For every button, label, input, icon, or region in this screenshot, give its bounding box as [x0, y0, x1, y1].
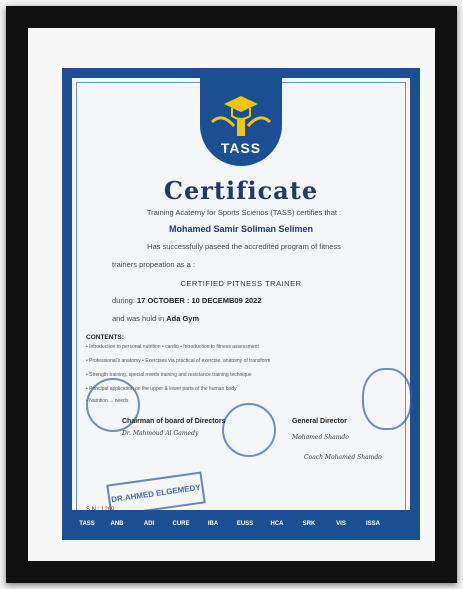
director-printed-name: Coach Mohamed Shamdo [304, 454, 382, 461]
intro-text: Training Acaterny for Sports Scienos (TASS) certifies that : [146, 208, 342, 217]
tass-logo-badge [200, 78, 282, 166]
accreditation-footer [62, 510, 420, 540]
partner-logo: ISSA [365, 521, 380, 527]
passed-line-1: Has successfully paseed the accredited program of fitness [147, 242, 341, 251]
doctor-rectangle-stamp: DR.AHMED ELGEMEDY [106, 471, 206, 516]
partner-logo: SRK [302, 521, 316, 527]
director-signature: Mohamed Shamdo [292, 434, 349, 441]
frame-mat [28, 28, 435, 561]
passed-line-2: trainers propeation as a : [112, 260, 195, 269]
held-label: and was huld in [112, 314, 165, 323]
held-place: Ada Gym [166, 314, 200, 323]
partner-logo: VIS [336, 521, 346, 527]
partner-logo: IBA [207, 521, 219, 527]
partner-logo: TASS [79, 521, 95, 527]
graduation-cap-icon [200, 82, 282, 142]
program-title: CERTIFIED PITNESS TRAINER [180, 279, 302, 288]
partner-logo: EUSS [236, 521, 254, 527]
contents-line: • Strength training, special needs training and resistance training technique [86, 372, 252, 378]
tass-logo-text: TASS [220, 140, 262, 156]
chairman-label: Chairman of board of Directors [122, 418, 226, 425]
contents-label: CONTENTS: [86, 334, 124, 341]
picture-frame [6, 6, 457, 583]
certificate-title: Certificate [163, 176, 319, 205]
contents-line: • Principal application on the upper & lower parts of the human body [86, 386, 237, 392]
partner-logo: ANB [110, 521, 124, 527]
partner-logo: ADI [143, 521, 155, 527]
contents-line: • Professional's anatomy • Exercises via practical of exercise, anatomy of transform [86, 358, 271, 364]
center-tass-stamp [222, 403, 276, 457]
during-row [112, 296, 402, 305]
during-label: during: [112, 296, 135, 305]
held-row [112, 314, 402, 323]
partner-logo: CURE [172, 521, 190, 527]
director-label: General Director [292, 418, 347, 425]
during-dates: 17 OCTOBER : 10 DECEMB09 2022 [137, 296, 262, 305]
recipient-name: Mohamed Samir Soliman Selimen [168, 224, 314, 234]
certificate-border [62, 68, 420, 540]
chairman-signature: Dr. Mahmoud Al Gamedy [122, 430, 199, 437]
contents-line: • Nutrition ... needs [86, 398, 129, 404]
contents-line: • Introduction to personal nutrition • cardio • Introduction to fitness assessment [86, 344, 259, 350]
partner-logo: HCA [270, 521, 284, 527]
